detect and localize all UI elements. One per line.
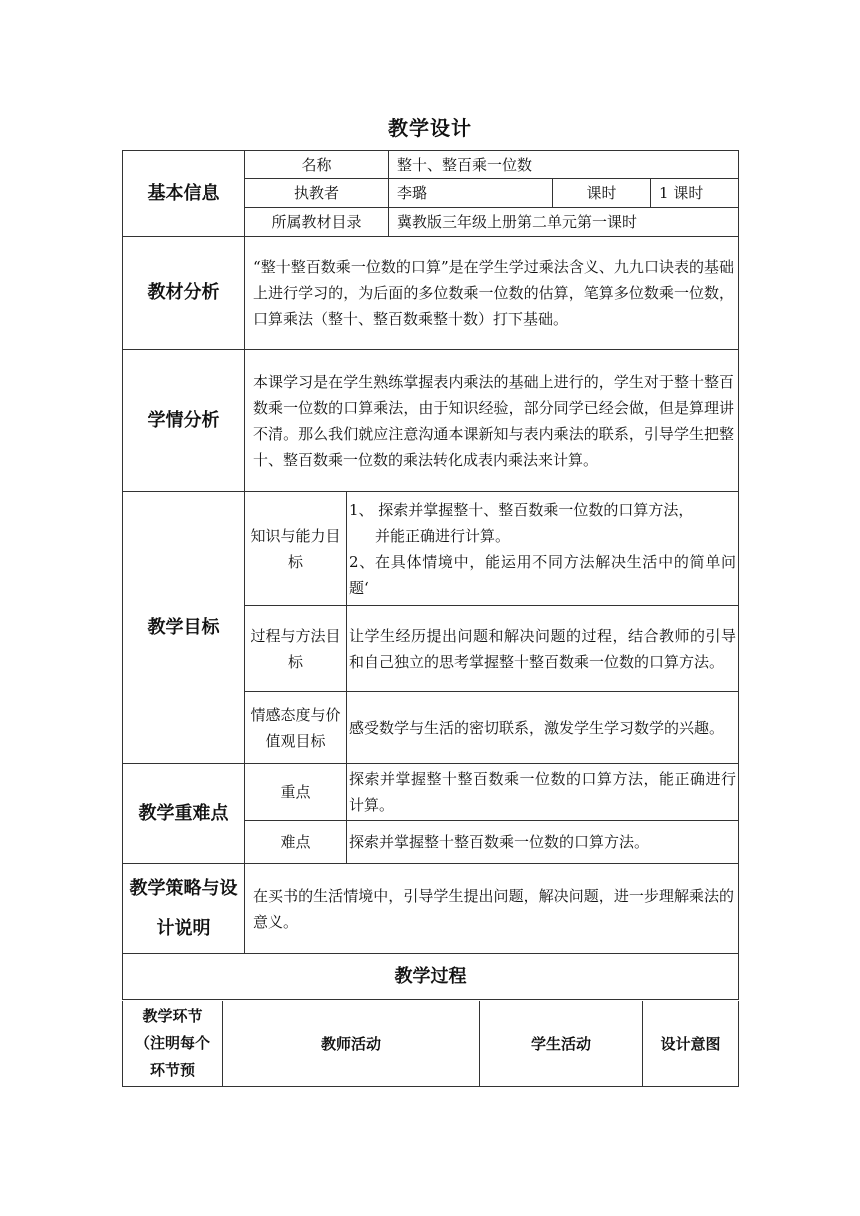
difficult-label: 难点	[245, 821, 347, 864]
period-value: 1 课时	[651, 179, 739, 208]
student-analysis-header: 学情分析	[123, 350, 245, 492]
textbook-analysis-header: 教材分析	[123, 237, 245, 350]
knowledge-label: 知识与能力目标	[245, 492, 347, 606]
key-label: 重点	[245, 764, 347, 821]
catalog-label: 所属教材目录	[245, 208, 389, 237]
strategy-header: 教学策略与设计说明	[123, 864, 245, 954]
objectives-header: 教学目标	[123, 492, 245, 764]
difficult-text: 探索并掌握整十整百数乘一位数的口算方法。	[347, 821, 739, 864]
key-text: 探索并掌握整十整百数乘一位数的口算方法，能正确进行计算。	[347, 764, 739, 821]
process-label: 过程与方法目标	[245, 606, 347, 692]
page-title: 教学设计	[388, 116, 472, 140]
process-section-header: 教学过程	[123, 954, 739, 1000]
key-points-header: 教学重难点	[123, 764, 245, 864]
period-label: 课时	[553, 179, 651, 208]
knowledge-item-1: 1、 探索并掌握整十、整百数乘一位数的口算方法，	[349, 500, 694, 519]
knowledge-text	[347, 492, 739, 606]
strategy-text: 在买书的生活情境中，引导学生提出问题，解决问题，进一步理解乘法的意义。	[245, 864, 739, 954]
process-text: 让学生经历提出问题和解决问题的过程，结合教师的引导和自己独立的思考掌握整十整百数乘一位数的口算方法。	[347, 606, 739, 692]
teacher-label: 执教者	[245, 179, 389, 208]
knowledge-item-2: 2、在具体情境中，能运用不同方法解决生活中的简单问题‘	[349, 552, 737, 597]
name-value: 整十、整百乘一位数	[389, 151, 739, 179]
design-table	[122, 150, 739, 1000]
process-table	[122, 1001, 739, 1087]
col-stage: 教学环节（注明每个环节预	[123, 1001, 223, 1087]
col-teacher: 教师活动	[223, 1001, 480, 1087]
catalog-value: 冀教版三年级上册第二单元第一课时	[389, 208, 739, 237]
col-student: 学生活动	[480, 1001, 643, 1087]
teacher-value: 李璐	[389, 179, 553, 208]
emotion-text: 感受数学与生活的密切联系，激发学生学习数学的兴趣。	[347, 692, 739, 764]
textbook-analysis-text: “整十整百数乘一位数的口算”是在学生学过乘法含义、九九口诀表的基础上进行学习的，为后面的多位数乘一位数的估算，笔算多位数乘一位数，口算乘法（整十、整百数乘整十数）打下基础。	[245, 237, 739, 350]
col-intent: 设计意图	[643, 1001, 739, 1087]
name-label: 名称	[245, 151, 389, 179]
basic-info-header: 基本信息	[123, 151, 245, 237]
student-analysis-text: 本课学习是在学生熟练掌握表内乘法的基础上进行的，学生对于整十整百数乘一位数的口算乘法，由于知识经验，部分同学已经会做，但是算理讲不清。那么我们就应注意沟通本课新知与表内乘法的联系，引导学生把整十、整百数乘一位数的乘法转化成表内乘法来计算。	[245, 350, 739, 492]
knowledge-item-1-cont: 并能正确进行计算。	[375, 526, 511, 545]
emotion-label: 情感态度与价值观目标	[245, 692, 347, 764]
